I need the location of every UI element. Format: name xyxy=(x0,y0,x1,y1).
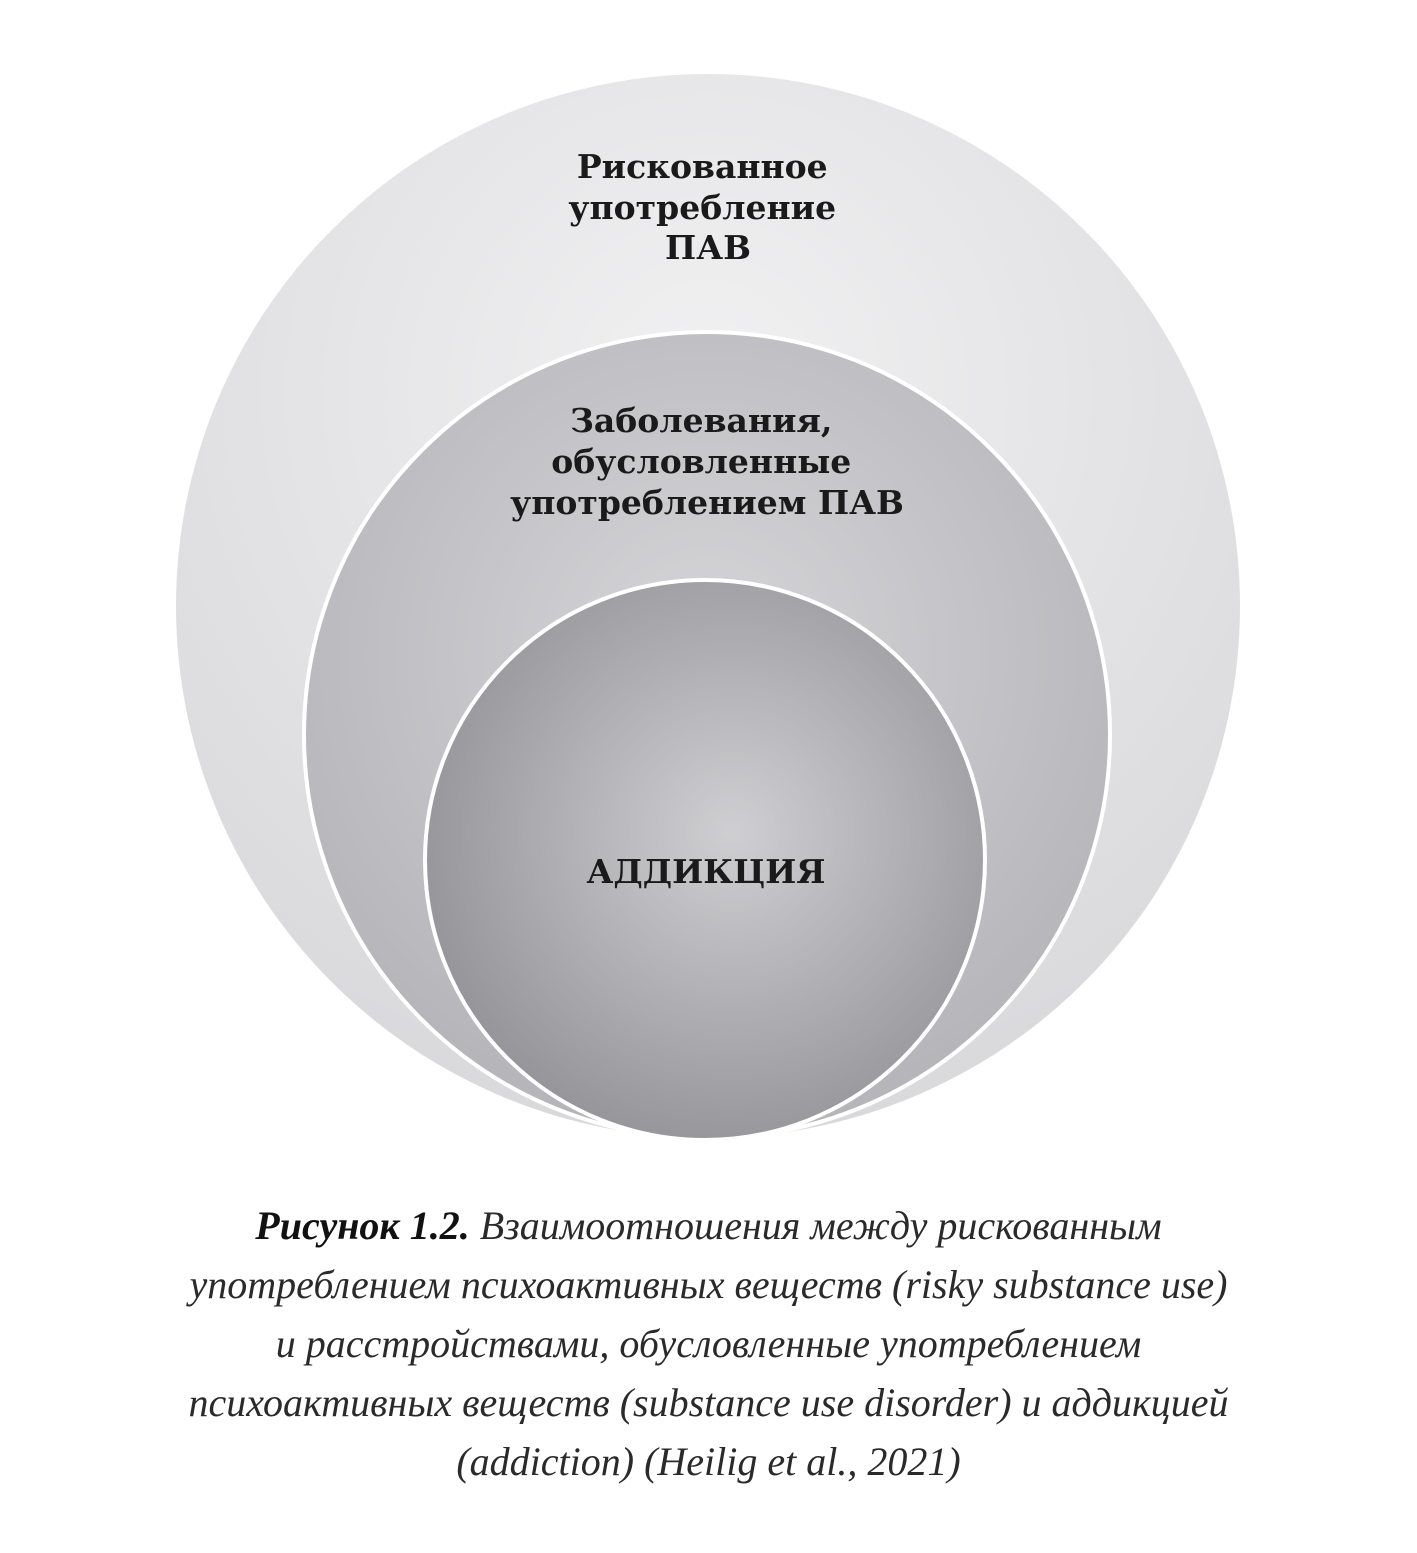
inner-circle-label xyxy=(587,852,826,891)
figure-caption xyxy=(60,1196,1357,1491)
outer-label-line: ПАВ xyxy=(665,228,751,267)
caption-text: употреблением психоактивных веществ (risky substance use) xyxy=(189,1262,1228,1307)
middle-label-line: употреблением ПАВ xyxy=(510,483,904,522)
outer-label-line: Рискованное xyxy=(576,147,828,186)
caption-text: психоактивных веществ (substance use disorder) и аддикцией xyxy=(188,1380,1229,1425)
caption-first-line xyxy=(60,1196,1357,1255)
middle-label-line: Заболевания, xyxy=(570,401,833,440)
figure-number: Рисунок 1.2. xyxy=(255,1203,470,1248)
outer-label-line: употребление xyxy=(568,188,837,227)
caption-text: (addiction) (Heilig et al., 2021) xyxy=(456,1439,961,1484)
inner-label-line: АДДИКЦИЯ xyxy=(586,852,826,891)
caption-text: и расстройствами, обусловленные употреблением xyxy=(275,1321,1142,1366)
middle-label-line: обусловленные xyxy=(551,442,852,481)
caption-text: Взаимоотношения между рискованным xyxy=(479,1203,1162,1248)
